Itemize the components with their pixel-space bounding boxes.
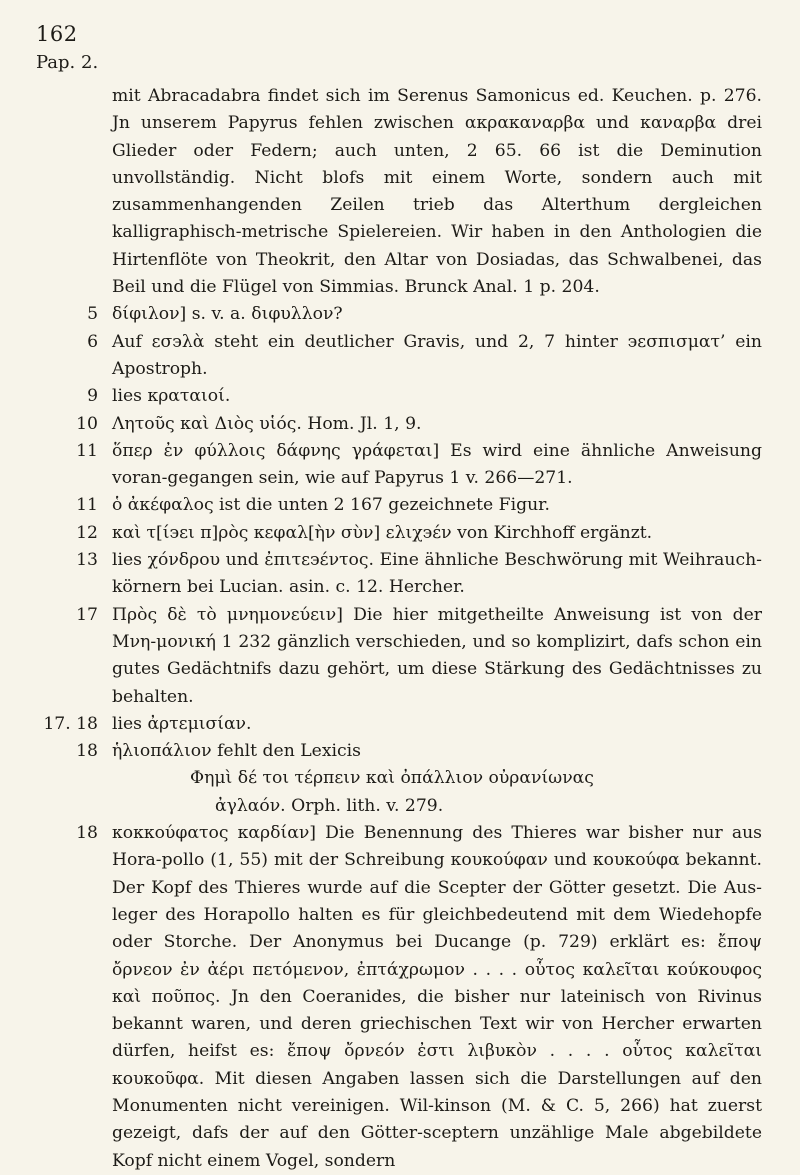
commentary-entry xyxy=(0,602,800,711)
quoted-verse-line: Φημὶ δέ τοι τέρπειν καὶ ὀπάλλιον οὐρανίωνας xyxy=(190,768,594,789)
quoted-verse-citation: ἀγλαόν. Orph. lith. v. 279. xyxy=(215,795,444,816)
entry-text: Auf εσ϶λὰ steht ein deutlicher Gravis, und 2, 7 hinter ϶εσπισματ’ ein Apostroph. xyxy=(112,331,762,379)
commentary-entry xyxy=(0,738,800,765)
line-number: 5 xyxy=(87,304,98,325)
line-number: 18 xyxy=(76,741,98,762)
entry-text: mit Abracadabra findet sich im Serenus Samonicus ed. Keuchen. p. 276. Jn unserem Papyrus fehlen zwischen ακρακαναρβα und καναρβα drei Glieder oder Federn; auch unten, 2 65. 66 ist die Deminution unvollständig. Nicht blofs mit einem Worte, sondern auch mit zusammenhangenden Zeilen trieb das Alterthum dergleichen kalligraphisch-metrische Spielereien. Wir haben in den Anthologien die Hirtenflöte von Theokrit, den Altar von Dosiadas, das Schwalbenei, das Beil und die Flügel von Simmias. Brunck Anal. 1 p. 204. xyxy=(112,86,762,298)
entry-text: lies κραταιοί. xyxy=(112,386,231,407)
commentary-entry xyxy=(0,492,800,519)
entry-text: δίφιλον] s. v. a. διφυλλον? xyxy=(112,304,343,325)
entry-text: lies ἀρτεμισίαν. xyxy=(112,713,252,734)
line-number: 6 xyxy=(87,331,98,352)
commentary-entry xyxy=(0,438,800,493)
commentary-entry xyxy=(0,820,800,1175)
commentary-entry xyxy=(0,383,800,410)
entry-text: ὅπερ ἐν φύλλοις δάφνης γράφεται] Es wird eine ähnliche Anweisung voran-gegangen sein, wie auf Papyrus 1 v. 266—271. xyxy=(112,440,762,489)
entry-text: καὶ τ[ί϶ει π]ρὸς κεφαλ[ὴν σὺν] ελιχ϶έν von Kirchhoff ergänzt. xyxy=(112,522,653,543)
line-number: 17. 18 xyxy=(43,713,98,734)
commentary-entry xyxy=(0,411,800,438)
line-number: 17 xyxy=(76,604,98,625)
entry-text: Πρὸς δὲ τὸ μνημονεύειν] Die hier mitgetheilte Anweisung ist von der Μνη-μονική 1 232 gänzlich verschieden, und so komplizirt, dafs schon ein gutes Gedächtnifs dazu gehört, um diese Stärkung des Gedächtnisses zu behalten. xyxy=(112,604,762,707)
line-number: 11 xyxy=(76,495,98,516)
commentary-entry xyxy=(0,547,800,602)
commentary-column xyxy=(0,83,800,1175)
line-number: 18 xyxy=(76,823,98,844)
entry-text: lies χόνδρου und ἐπιτε϶έντος. Eine ähnliche Beschwörung mit Weihrauch-körnern bei Lucian. asin. c. 12. Hercher. xyxy=(112,550,762,598)
entry-text: κοκκούφατος καρδίαν] Die Benennung des Thieres war bisher nur aus Hora-pollo (1, 55) mit der Schreibung κουκούφαν und κουκούφα bekannt. Der Kopf des Thieres wurde auf die Scepter der Götter gesetzt. Die Aus-leger des Horapollo halten es für gleichbedeutend mit dem Wiedehopfe oder Storche. Der Anonymus bei Ducange (p. 729) erklärt es: ἔποψ ὄρνεον ἐν ἀέρι πετόμενον, ἐπτάχρωμον . . . . οὗτος καλεῖται κούκουφος καὶ ποῦπος. Jn den Coeranides, die bisher nur lateinisch von Rivinus bekannt waren, und deren griechischen Text wir von Hercher erwarten dürfen, heifst es: ἔποψ ὄρνεόν ἐστι λιβυκὸν . . . . οὗτος καλεῖται κουκοῦφα. Mit diesen Angaben lassen sich die Darstellungen auf den Monumenten nicht vereinigen. Wil-kinson (M. & C. 5, 266) hat zuerst gezeigt, dafs der auf den Götter-sceptern unzählige Male abgebildete Kopf nicht einem Vogel, sondern xyxy=(112,823,762,1171)
line-number: 12 xyxy=(76,522,98,543)
commentary-entry xyxy=(0,301,800,328)
line-number: 9 xyxy=(87,386,98,407)
entry-text: Λητοῦς καὶ Διὸς υἱός. Hom. Jl. 1, 9. xyxy=(112,413,422,434)
papyrus-label: Pap. 2. xyxy=(36,52,99,73)
line-number: 10 xyxy=(76,413,98,434)
line-number: 11 xyxy=(76,440,98,461)
commentary-entry xyxy=(0,520,800,547)
commentary-entry xyxy=(0,329,800,384)
commentary-entry xyxy=(0,83,800,301)
entry-text: ὁ ἀκέφαλος ist die unten 2 167 gezeichnete Figur. xyxy=(112,495,550,516)
commentary-entry xyxy=(0,711,800,738)
line-number: 13 xyxy=(76,550,98,571)
entry-text: ἡλιοπάλιον fehlt den Lexicis xyxy=(112,741,361,762)
page-number: 162 xyxy=(36,22,78,46)
